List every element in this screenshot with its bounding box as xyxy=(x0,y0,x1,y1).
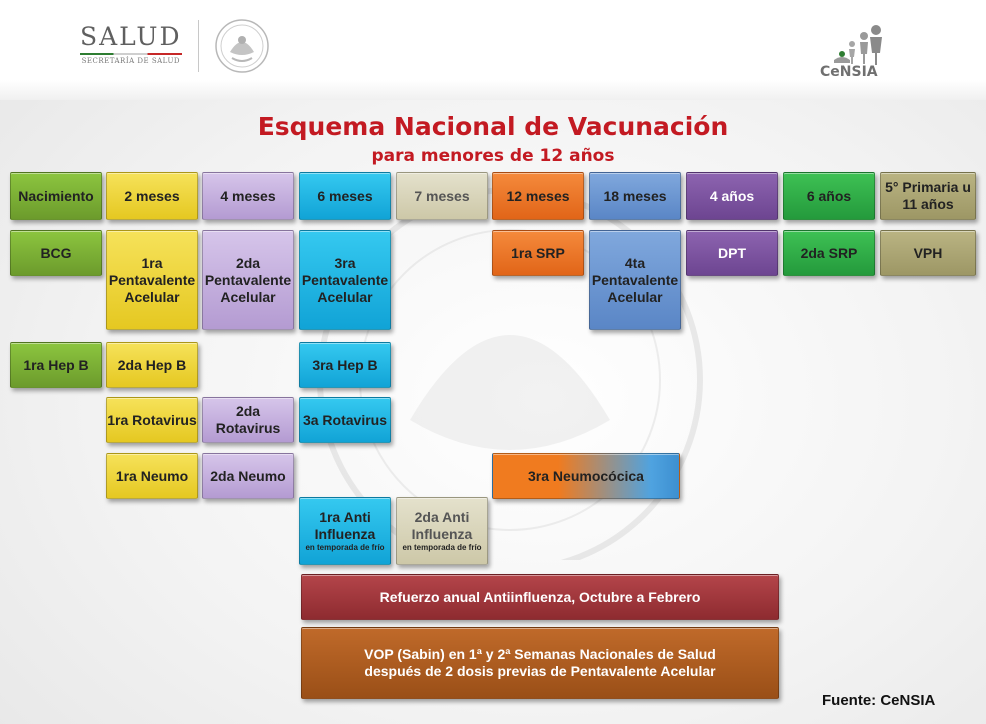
header-band xyxy=(0,0,986,100)
influenza-2-note: en temporada de frío xyxy=(402,543,482,552)
censia-logo xyxy=(820,24,920,84)
age-header-2-meses: 2 meses xyxy=(106,172,198,220)
vaccine-hepb-2: 2da Hep B xyxy=(106,342,198,388)
logo-separator xyxy=(198,20,199,72)
vaccine-pentavalente-4: 4ta Pentavalente Acelular xyxy=(589,230,681,330)
vaccine-srp-2: 2da SRP xyxy=(783,230,875,276)
vaccine-hepb-3: 3ra Hep B xyxy=(299,342,391,388)
page-subtitle: para menores de 12 años xyxy=(371,146,615,166)
vaccine-rotavirus-1: 1ra Rotavirus xyxy=(106,397,198,443)
refuerzo-antiinfluenza-banner: Refuerzo anual Antiinfluenza, Octubre a Febrero xyxy=(301,574,779,620)
salud-logo xyxy=(80,22,182,65)
age-header-6-meses: 6 meses xyxy=(299,172,391,220)
salud-logo-tricolor xyxy=(80,53,182,55)
vaccine-srp-1: 1ra SRP xyxy=(492,230,584,276)
vaccine-dpt: DPT xyxy=(686,230,778,276)
age-header-4-anos: 4 años xyxy=(686,172,778,220)
age-header-18-meses: 18 meses xyxy=(589,172,681,220)
vaccine-neumococica-3: 3ra Neumocócica xyxy=(492,453,680,499)
age-header-6-anos: 6 años xyxy=(783,172,875,220)
vaccine-influenza-2 xyxy=(396,497,488,565)
vaccine-hepb-1: 1ra Hep B xyxy=(10,342,102,388)
source-note: Fuente: CeNSIA xyxy=(822,692,936,709)
age-header-5-primaria: 5° Primaria u 11 años xyxy=(880,172,976,220)
salud-logo-title: SALUD xyxy=(80,22,182,51)
vop-line-1: VOP (Sabin) en 1ª y 2ª Semanas Nacionales de Salud xyxy=(364,646,716,662)
family-figures-icon xyxy=(820,24,910,66)
age-header-7-meses: 7 meses xyxy=(396,172,488,220)
page-title: Esquema Nacional de Vacunación xyxy=(257,112,729,141)
vaccine-influenza-1 xyxy=(299,497,391,565)
vaccine-rotavirus-3: 3a Rotavirus xyxy=(299,397,391,443)
vaccine-bcg: BCG xyxy=(10,230,102,276)
vaccine-rotavirus-2: 2da Rotavirus xyxy=(202,397,294,443)
age-header-12-meses: 12 meses xyxy=(492,172,584,220)
vaccine-pentavalente-1: 1ra Pentavalente Acelular xyxy=(106,230,198,330)
vaccine-pentavalente-3: 3ra Pentavalente Acelular xyxy=(299,230,391,330)
age-header-4-meses: 4 meses xyxy=(202,172,294,220)
vop-line-2: después de 2 dosis previas de Pentavalente Acelular xyxy=(364,663,716,679)
salud-logo-subtitle: SECRETARÍA DE SALUD xyxy=(81,57,180,65)
coat-of-arms-icon xyxy=(212,18,272,78)
vaccine-vph: VPH xyxy=(880,230,976,276)
vaccine-neumo-2: 2da Neumo xyxy=(202,453,294,499)
influenza-1-label: 1ra Anti Influenza xyxy=(314,509,376,542)
censia-logo-text: CeNSIA xyxy=(820,64,878,80)
vaccine-neumo-1: 1ra Neumo xyxy=(106,453,198,499)
age-header-nacimiento: Nacimiento xyxy=(10,172,102,220)
vaccine-pentavalente-2: 2da Pentavalente Acelular xyxy=(202,230,294,330)
influenza-1-note: en temporada de frío xyxy=(305,543,385,552)
vop-sabin-banner xyxy=(301,627,779,699)
influenza-2-label: 2da Anti Influenza xyxy=(411,509,473,542)
